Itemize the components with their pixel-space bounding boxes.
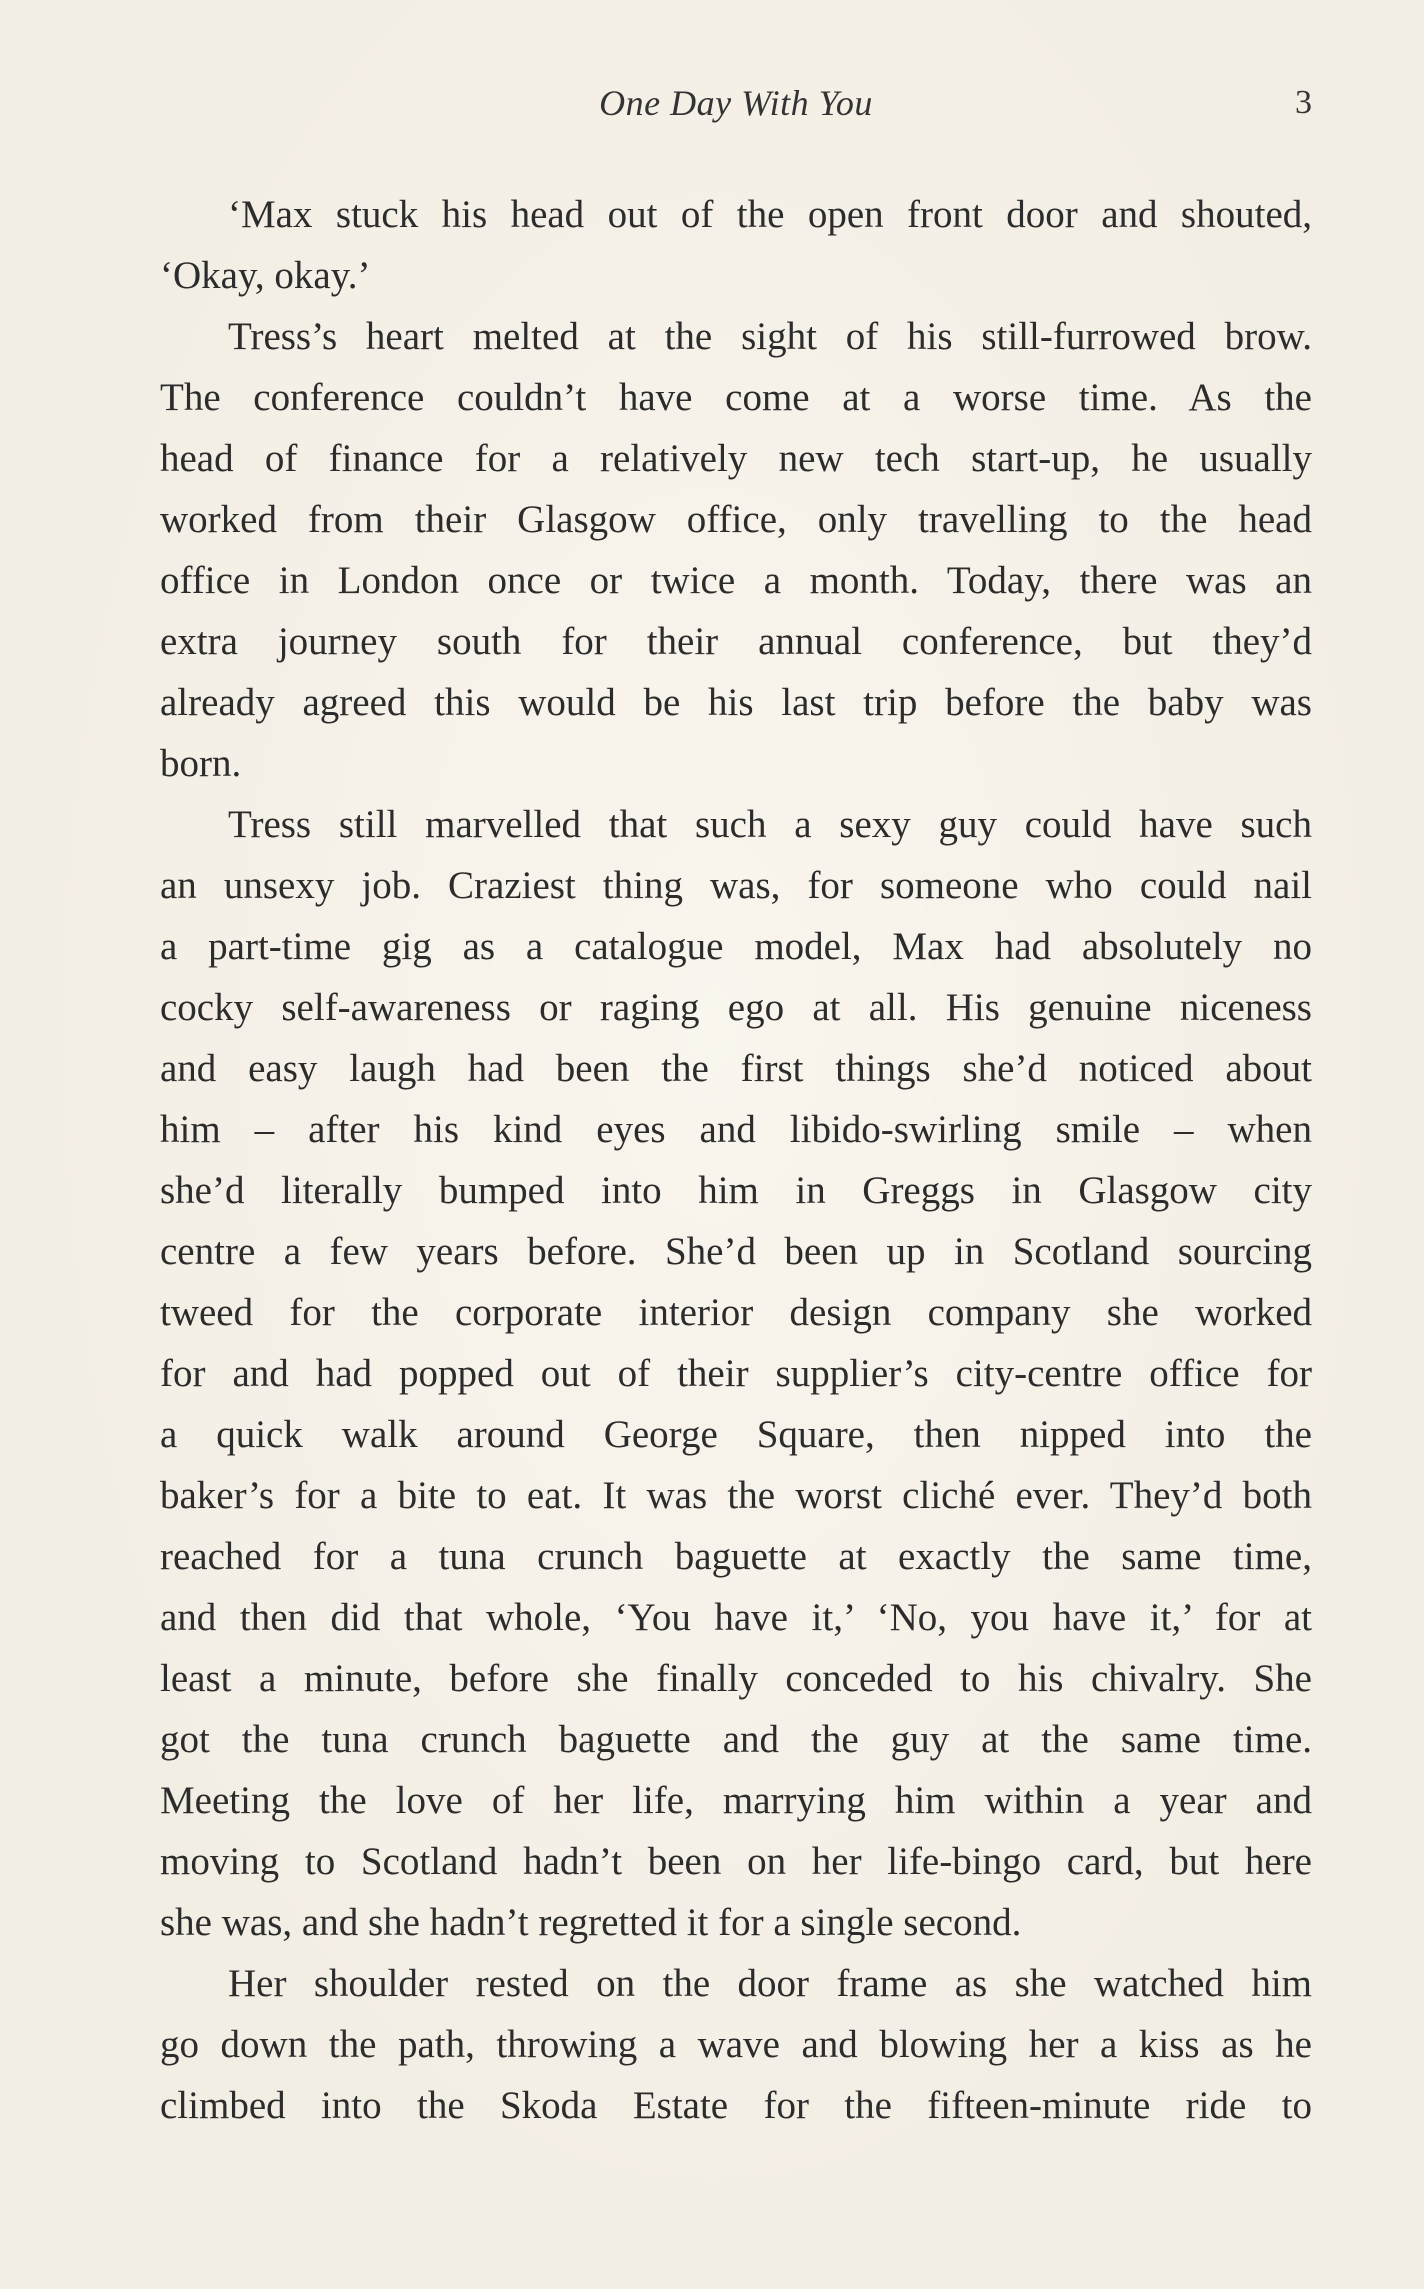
text-line: born. [160,742,242,785]
text-line: baker’s for a bite to eat. It was the worst cliché ever. They’d both [160,1474,1312,1517]
text-line: already agreed this would be his last trip before the baby was [160,681,1312,724]
text-line: The conference couldn’t have come at a worse time. As the [160,376,1312,419]
text-line: head of finance for a relatively new tech start-up, he usually [160,437,1312,480]
text-line: extra journey south for their annual conference, but they’d [160,620,1312,663]
text-line: a quick walk around George Square, then nipped into the [160,1413,1312,1456]
text-line: Tress’s heart melted at the sight of his still-furrowed brow. [228,315,1312,358]
text-line: Meeting the love of her life, marrying him within a year and [160,1779,1312,1822]
running-title: One Day With You [599,83,873,123]
text-line: reached for a tuna crunch baguette at exactly the same time, [160,1535,1312,1578]
body-text [160,184,1312,2136]
text-line: Tress still marvelled that such a sexy guy could have such [228,803,1312,846]
text-line: centre a few years before. She’d been up in Scotland sourcing [160,1230,1312,1273]
text-line: office in London once or twice a month. Today, there was an [160,559,1312,602]
text-line: Her shoulder rested on the door frame as she watched him [228,1962,1312,2005]
running-header [160,82,1312,132]
text-line: she was, and she hadn’t regretted it for a single second. [160,1901,1022,1944]
text-line: and then did that whole, ‘You have it,’ ‘No, you have it,’ for at [160,1596,1312,1639]
text-line: ‘Okay, okay.’ [160,254,371,297]
text-line: ‘Max stuck his head out of the open front door and shouted, [228,193,1312,236]
text-line: and easy laugh had been the first things she’d noticed about [160,1047,1312,1090]
text-line: tweed for the corporate interior design company she worked [160,1291,1312,1334]
text-line: least a minute, before she finally conceded to his chivalry. She [160,1657,1312,1700]
text-line: go down the path, throwing a wave and blowing her a kiss as he [160,2023,1312,2066]
text-line: worked from their Glasgow office, only travelling to the head [160,498,1312,541]
text-line: cocky self-awareness or raging ego at all. His genuine niceness [160,986,1312,1029]
text-line: him – after his kind eyes and libido-swirling smile – when [160,1108,1312,1151]
text-line: an unsexy job. Craziest thing was, for someone who could nail [160,864,1312,907]
text-line: she’d literally bumped into him in Greggs in Glasgow city [160,1169,1312,1212]
text-line: got the tuna crunch baguette and the guy at the same time. [160,1718,1312,1761]
text-line: for and had popped out of their supplier’s city-centre office for [160,1352,1312,1395]
page-number: 3 [1295,84,1312,121]
text-line: moving to Scotland hadn’t been on her life-bingo card, but here [160,1840,1312,1883]
text-line: climbed into the Skoda Estate for the fifteen-minute ride to [160,2084,1312,2127]
text-line: a part-time gig as a catalogue model, Max had absolutely no [160,925,1312,968]
